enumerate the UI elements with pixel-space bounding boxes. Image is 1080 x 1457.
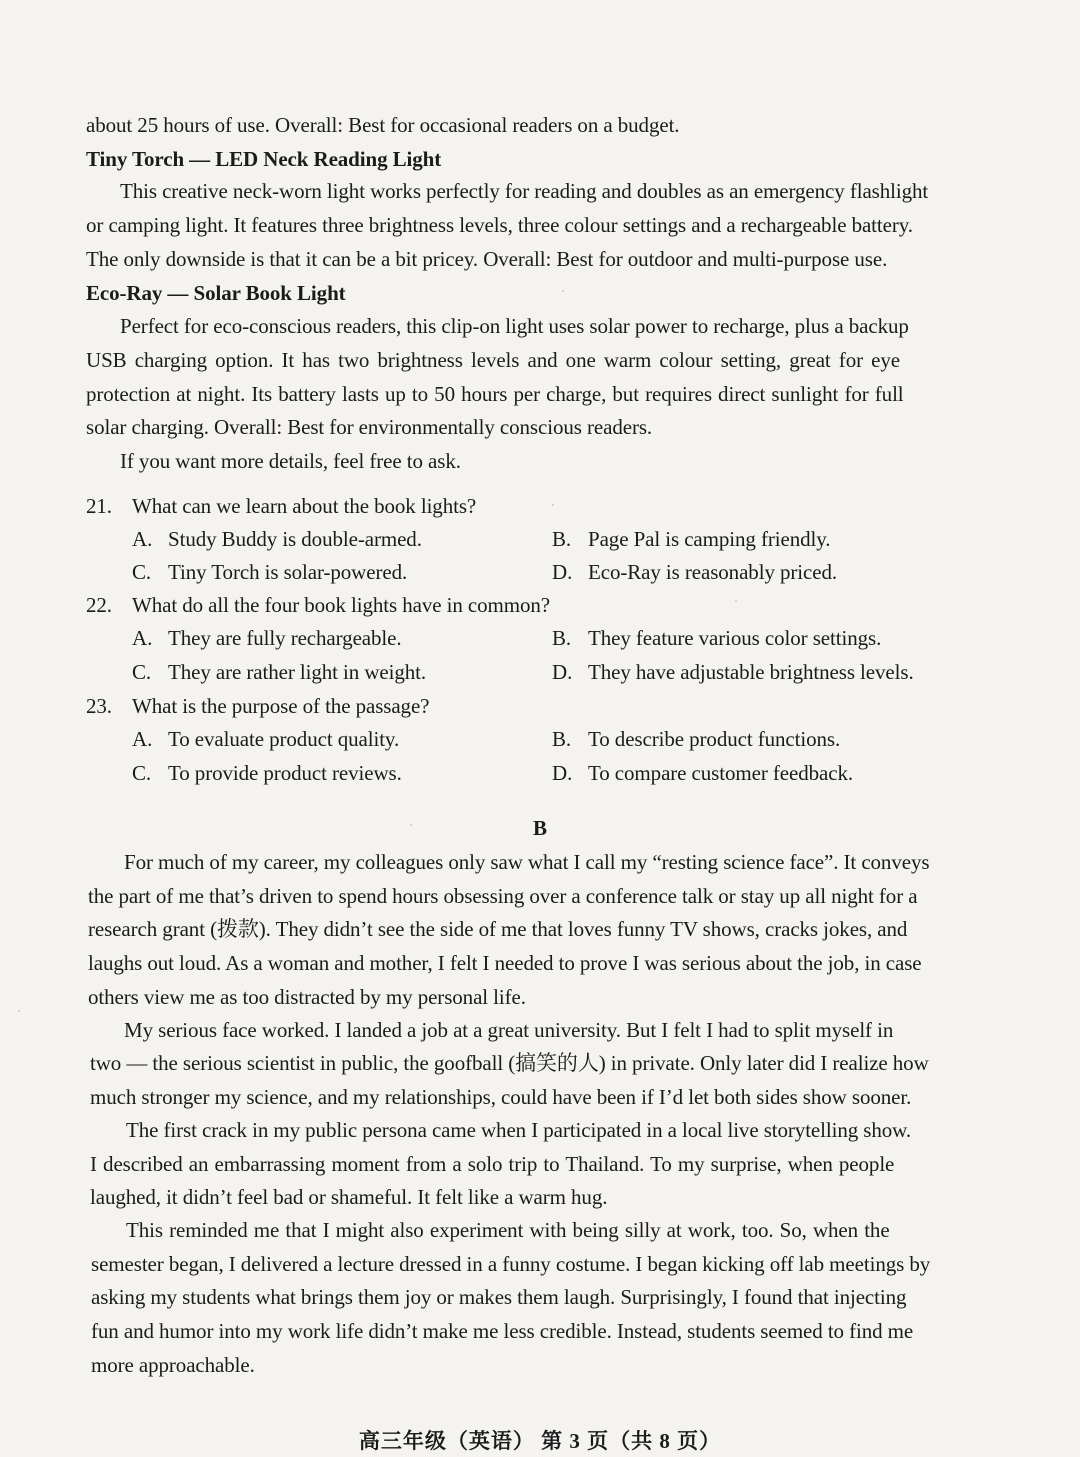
option-letter: B. [552,727,572,751]
passage-b-line: fun and humor into my work life didn’t make me less credible. Instead, students seemed to find me [91,1319,914,1343]
question-number: 22. [86,593,112,617]
option-text: They are rather light in weight. [168,660,427,684]
scan-speck [552,504,554,506]
passage-b-line: I described an embarrassing moment from a solo trip to Thailand. To my surprise, when people [90,1152,895,1176]
option-letter: C. [132,761,152,785]
option-21-c[interactable] [132,559,407,585]
option-letter: A. [132,727,153,751]
option-text: Study Buddy is double-armed. [168,527,422,551]
product-text-line: Perfect for eco-conscious readers, this clip-on light uses solar power to recharge, plus a backup [120,314,909,338]
intro-tail-line: about 25 hours of use. Overall: Best for occasional readers on a budget. [86,113,680,137]
option-23-d[interactable] [552,760,853,786]
question-number: 21. [86,494,112,518]
question-number: 23. [86,694,112,718]
option-text: They feature various color settings. [588,626,882,650]
question-text: What is the purpose of the passage? [132,694,430,718]
option-21-d[interactable] [552,559,837,585]
product-heading-tiny-torch: Tiny Torch — LED Neck Reading Light [86,147,442,171]
scan-speck [18,1010,20,1012]
question-23 [86,693,429,719]
passage-b-line: laughed, it didn’t feel bad or shameful. It felt like a warm hug. [90,1185,608,1209]
option-letter: A. [132,527,153,551]
passage-b-line: more approachable. [91,1353,255,1377]
passage-b-line: laughs out loud. As a woman and mother, I felt I needed to prove I was serious about the job, in case [88,951,922,975]
scan-speck [735,600,737,602]
option-letter: D. [552,660,573,684]
option-text: To provide product reviews. [168,761,402,785]
option-letter: D. [552,761,573,785]
product-text-line: or camping light. It features three brightness levels, three colour settings and a rechargeable battery. [86,213,913,237]
option-text: To compare customer feedback. [588,761,854,785]
scan-speck [562,290,564,292]
option-22-a[interactable] [132,625,402,651]
passage-b-line: semester began, I delivered a lecture dressed in a funny costume. I began kicking off lab meetings by [91,1252,931,1276]
option-22-c[interactable] [132,659,426,685]
product-text-line: protection at night. Its battery lasts up to 50 hours per charge, but requires direct sunlight for full [86,382,904,406]
question-22 [86,592,550,618]
question-21 [86,493,476,519]
question-text: What do all the four book lights have in common? [132,593,551,617]
question-text: What can we learn about the book lights? [132,494,477,518]
passage-b-line: the part of me that’s driven to spend hours obsessing over a conference talk or stay up all night for a [88,884,918,908]
passage-b-line: This reminded me that I might also experiment with being silly at work, too. So, when the [126,1218,890,1242]
option-text: Eco-Ray is reasonably priced. [588,560,838,584]
option-text: They have adjustable brightness levels. [588,660,914,684]
option-text: To evaluate product quality. [168,727,400,751]
passage-b-line: research grant (拨款). They didn’t see the side of me that loves funny TV shows, cracks jokes, and [88,917,908,941]
option-21-b[interactable] [552,526,830,552]
page-footer: 高三年级（英语） 第 3 页（共 8 页） [358,1429,722,1453]
product-text-line: This creative neck-worn light works perfectly for reading and doubles as an emergency flashlight [120,179,929,203]
closing-line: If you want more details, feel free to ask. [120,449,461,473]
option-letter: C. [132,560,152,584]
option-text: They are fully rechargeable. [168,626,402,650]
passage-b-line: The first crack in my public persona came when I participated in a local live storytelling show. [126,1118,912,1142]
passage-b-line: My serious face worked. I landed a job at a great university. But I felt I had to split myself in [124,1018,894,1042]
option-text: Tiny Torch is solar-powered. [168,560,408,584]
section-b-title: B [532,816,547,840]
option-letter: B. [552,527,572,551]
option-22-b[interactable] [552,625,881,651]
product-text-line: The only downside is that it can be a bit pricey. Overall: Best for outdoor and multi-purpose use. [86,247,888,271]
option-21-a[interactable] [132,526,422,552]
product-text-line: USB charging option. It has two brightness levels and one warm colour setting, great for eye [86,348,900,372]
option-letter: C. [132,660,152,684]
option-text: To describe product functions. [588,727,841,751]
passage-b-line: two — the serious scientist in public, the goofball (搞笑的人) in private. Only later did I realize how [90,1051,929,1075]
option-23-b[interactable] [552,726,840,752]
product-heading-eco-ray: Eco-Ray — Solar Book Light [86,281,346,305]
option-23-c[interactable] [132,760,402,786]
option-letter: B. [552,626,572,650]
option-letter: D. [552,560,573,584]
option-text: Page Pal is camping friendly. [588,527,831,551]
passage-b-line: much stronger my science, and my relationships, could have been if I’d let both sides show sooner. [90,1085,912,1109]
scan-speck [410,824,412,826]
passage-b-line: For much of my career, my colleagues only saw what I call my “resting science face”. It conveys [124,850,930,874]
passage-b-line: others view me as too distracted by my personal life. [88,985,526,1009]
option-letter: A. [132,626,153,650]
passage-b-line: asking my students what brings them joy or makes them laugh. Surprisingly, I found that injecting [91,1285,907,1309]
option-23-a[interactable] [132,726,399,752]
option-22-d[interactable] [552,659,914,685]
product-text-line: solar charging. Overall: Best for environmentally conscious readers. [86,415,653,439]
